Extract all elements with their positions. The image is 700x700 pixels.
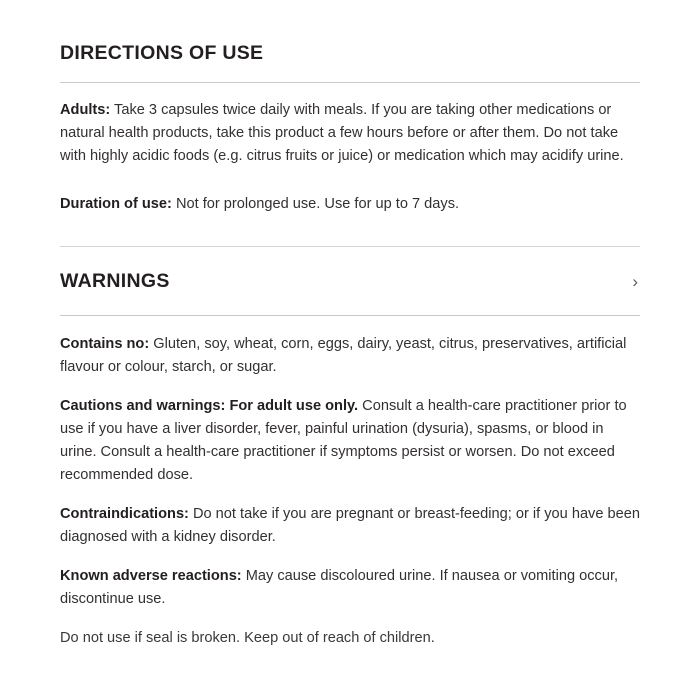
duration-paragraph bbox=[60, 193, 640, 216]
directions-section-header bbox=[60, 38, 640, 82]
duration-text: Not for prolonged use. Use for up to 7 days. bbox=[171, 195, 460, 212]
directions-heading: DIRECTIONS OF USE bbox=[60, 42, 264, 64]
cautions-label: Cautions and warnings: For adult use only. bbox=[60, 398, 359, 415]
adverse-reactions-text: May cause discoloured urine. If nausea or vomiting occur, discontinue use. bbox=[60, 568, 619, 608]
directions-content bbox=[60, 83, 640, 168]
warnings-content bbox=[60, 316, 640, 651]
warnings-section-header[interactable] bbox=[60, 247, 640, 315]
adverse-reactions-label: Known adverse reactions: bbox=[60, 568, 242, 585]
contains-no-label: Contains no: bbox=[60, 335, 150, 352]
adults-label: Adults: bbox=[60, 102, 111, 119]
adverse-reactions-paragraph bbox=[60, 549, 640, 611]
contains-no-paragraph bbox=[60, 316, 640, 379]
duration-label: Duration of use: bbox=[60, 195, 172, 212]
contraindications-paragraph bbox=[60, 487, 640, 549]
contraindications-label: Contraindications: bbox=[60, 506, 189, 523]
contains-no-text: Gluten, soy, wheat, corn, eggs, dairy, yeast, citrus, preservatives, artificial flavour or colour, starch, or sugar. bbox=[60, 335, 627, 376]
cautions-paragraph bbox=[60, 379, 640, 487]
adults-paragraph bbox=[60, 99, 640, 168]
warnings-heading: WARNINGS bbox=[60, 269, 170, 292]
chevron-right-icon[interactable]: › bbox=[632, 271, 638, 291]
cautions-text: Consult a health-care practitioner prior to use if you have a liver disorder, fever, painful urination (dysuria), spasms, or blood in urine. Consult a health-care practitioner if symptoms persist or worsen. Do not exceed recommended dose. bbox=[60, 398, 627, 484]
seal-note-paragraph: Do not use if seal is broken. Keep out of reach of children. bbox=[60, 630, 435, 647]
duration-content bbox=[60, 169, 640, 246]
adults-text: Take 3 capsules twice daily with meals. If you are taking other medications or natural health products, take this product a few hours before or after them. Do not take with highly acidic foods (e.g. citrus fruits or juice) or medication which may acidify urine. bbox=[60, 102, 624, 165]
contraindications-text: Do not take if you are pregnant or breast-feeding; or if you have been diagnosed with a kidney disorder. bbox=[60, 506, 640, 546]
